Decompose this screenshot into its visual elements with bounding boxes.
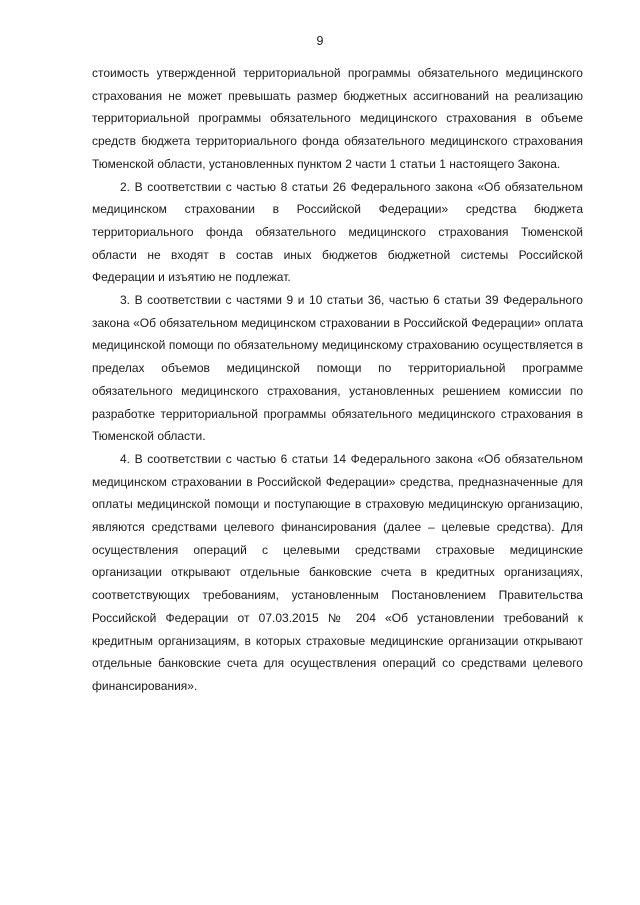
paragraph-1 xyxy=(92,62,583,176)
text-line: стоимость утвержденной территориальной программы обязательного xyxy=(92,66,499,80)
text-line: страхования, установленных решением комиссии по разработке xyxy=(92,383,583,421)
text-line: Федерации от 07.03.2015 № 204 «Об установлении требований к кредитным xyxy=(92,610,583,648)
text-line: медицинского страхования не может превышать размер бюджетных xyxy=(92,66,583,103)
text-line: территориальной программы обязательного медицинского страхования xyxy=(160,406,572,421)
text-line: страхования Тюменской области не входят в состав иных бюджетов бюджетной xyxy=(92,224,583,262)
text-line: медицинского страхования в объеме средств бюджета территориального фонда xyxy=(92,111,583,149)
text-line: 4. В соответствии с частью 6 статьи 14 Федерального закона xyxy=(120,451,473,466)
text-line: в Российской Федерации» оплата медицинской помощи по обязательному xyxy=(92,315,584,353)
paragraph-4 xyxy=(92,448,583,698)
page-number: 9 xyxy=(316,34,324,48)
text-line: организациям, в которых страховые медицинские организации открывают xyxy=(158,633,583,648)
text-line: отдельные банковские счета в кредитных организациях, соответствующих xyxy=(92,565,583,603)
text-line: обязательного медицинского страхования Тюменской области, установленных xyxy=(92,134,583,171)
text-line: требованиям, установленным Постановлением Правительства Российской xyxy=(92,588,583,625)
text-line: пунктом 2 части 1 статьи 1 настоящего Закона. xyxy=(297,156,561,171)
text-line: системы Российской Федерации и изъятию не подлежат. xyxy=(92,247,583,285)
text-line: «Об обязательном медицинском страховании в Российской Федерации» xyxy=(92,451,583,489)
paragraph-2 xyxy=(92,176,583,290)
text-line: средства, предназначенные для оплаты медицинской помощи и поступающие xyxy=(92,474,583,512)
document-body xyxy=(92,62,583,698)
text-line: помощи по территориальной программе обязательного медицинского xyxy=(92,361,583,398)
text-line: в Тюменской области. xyxy=(92,406,583,444)
text-line: медицинскому страхованию осуществляется в пределах объемов медицинской xyxy=(92,338,583,376)
text-line: 3. В соответствии с частями 9 и 10 статьи 36, частью 6 статьи 39 xyxy=(120,293,499,308)
text-line: 2. В соответствии с частью 8 статьи 26 Федерального закона xyxy=(120,179,473,194)
text-line: целевого финансирования». xyxy=(92,656,583,693)
text-line: отдельные банковские счета для осуществления операций со средствами xyxy=(92,656,527,671)
text-line: Федерального закона «Об обязательном медицинском страховании xyxy=(92,293,583,330)
paragraph-3 xyxy=(92,289,583,448)
text-line: с целевыми средствами страховые медицинские организации открывают xyxy=(92,542,583,580)
text-line: в страховую медицинскую организацию, являются средствами целевого xyxy=(92,497,583,535)
text-line: финансирования (далее – целевые средства). Для осуществления операций xyxy=(92,520,584,557)
text-line: «Об обязательном медицинском страховании в Российской Федерации» xyxy=(92,179,583,217)
text-line: средства бюджета территориального фонда обязательного медицинского xyxy=(92,202,584,239)
text-line: ассигнований на реализацию территориальной программы обязательного xyxy=(92,88,583,126)
